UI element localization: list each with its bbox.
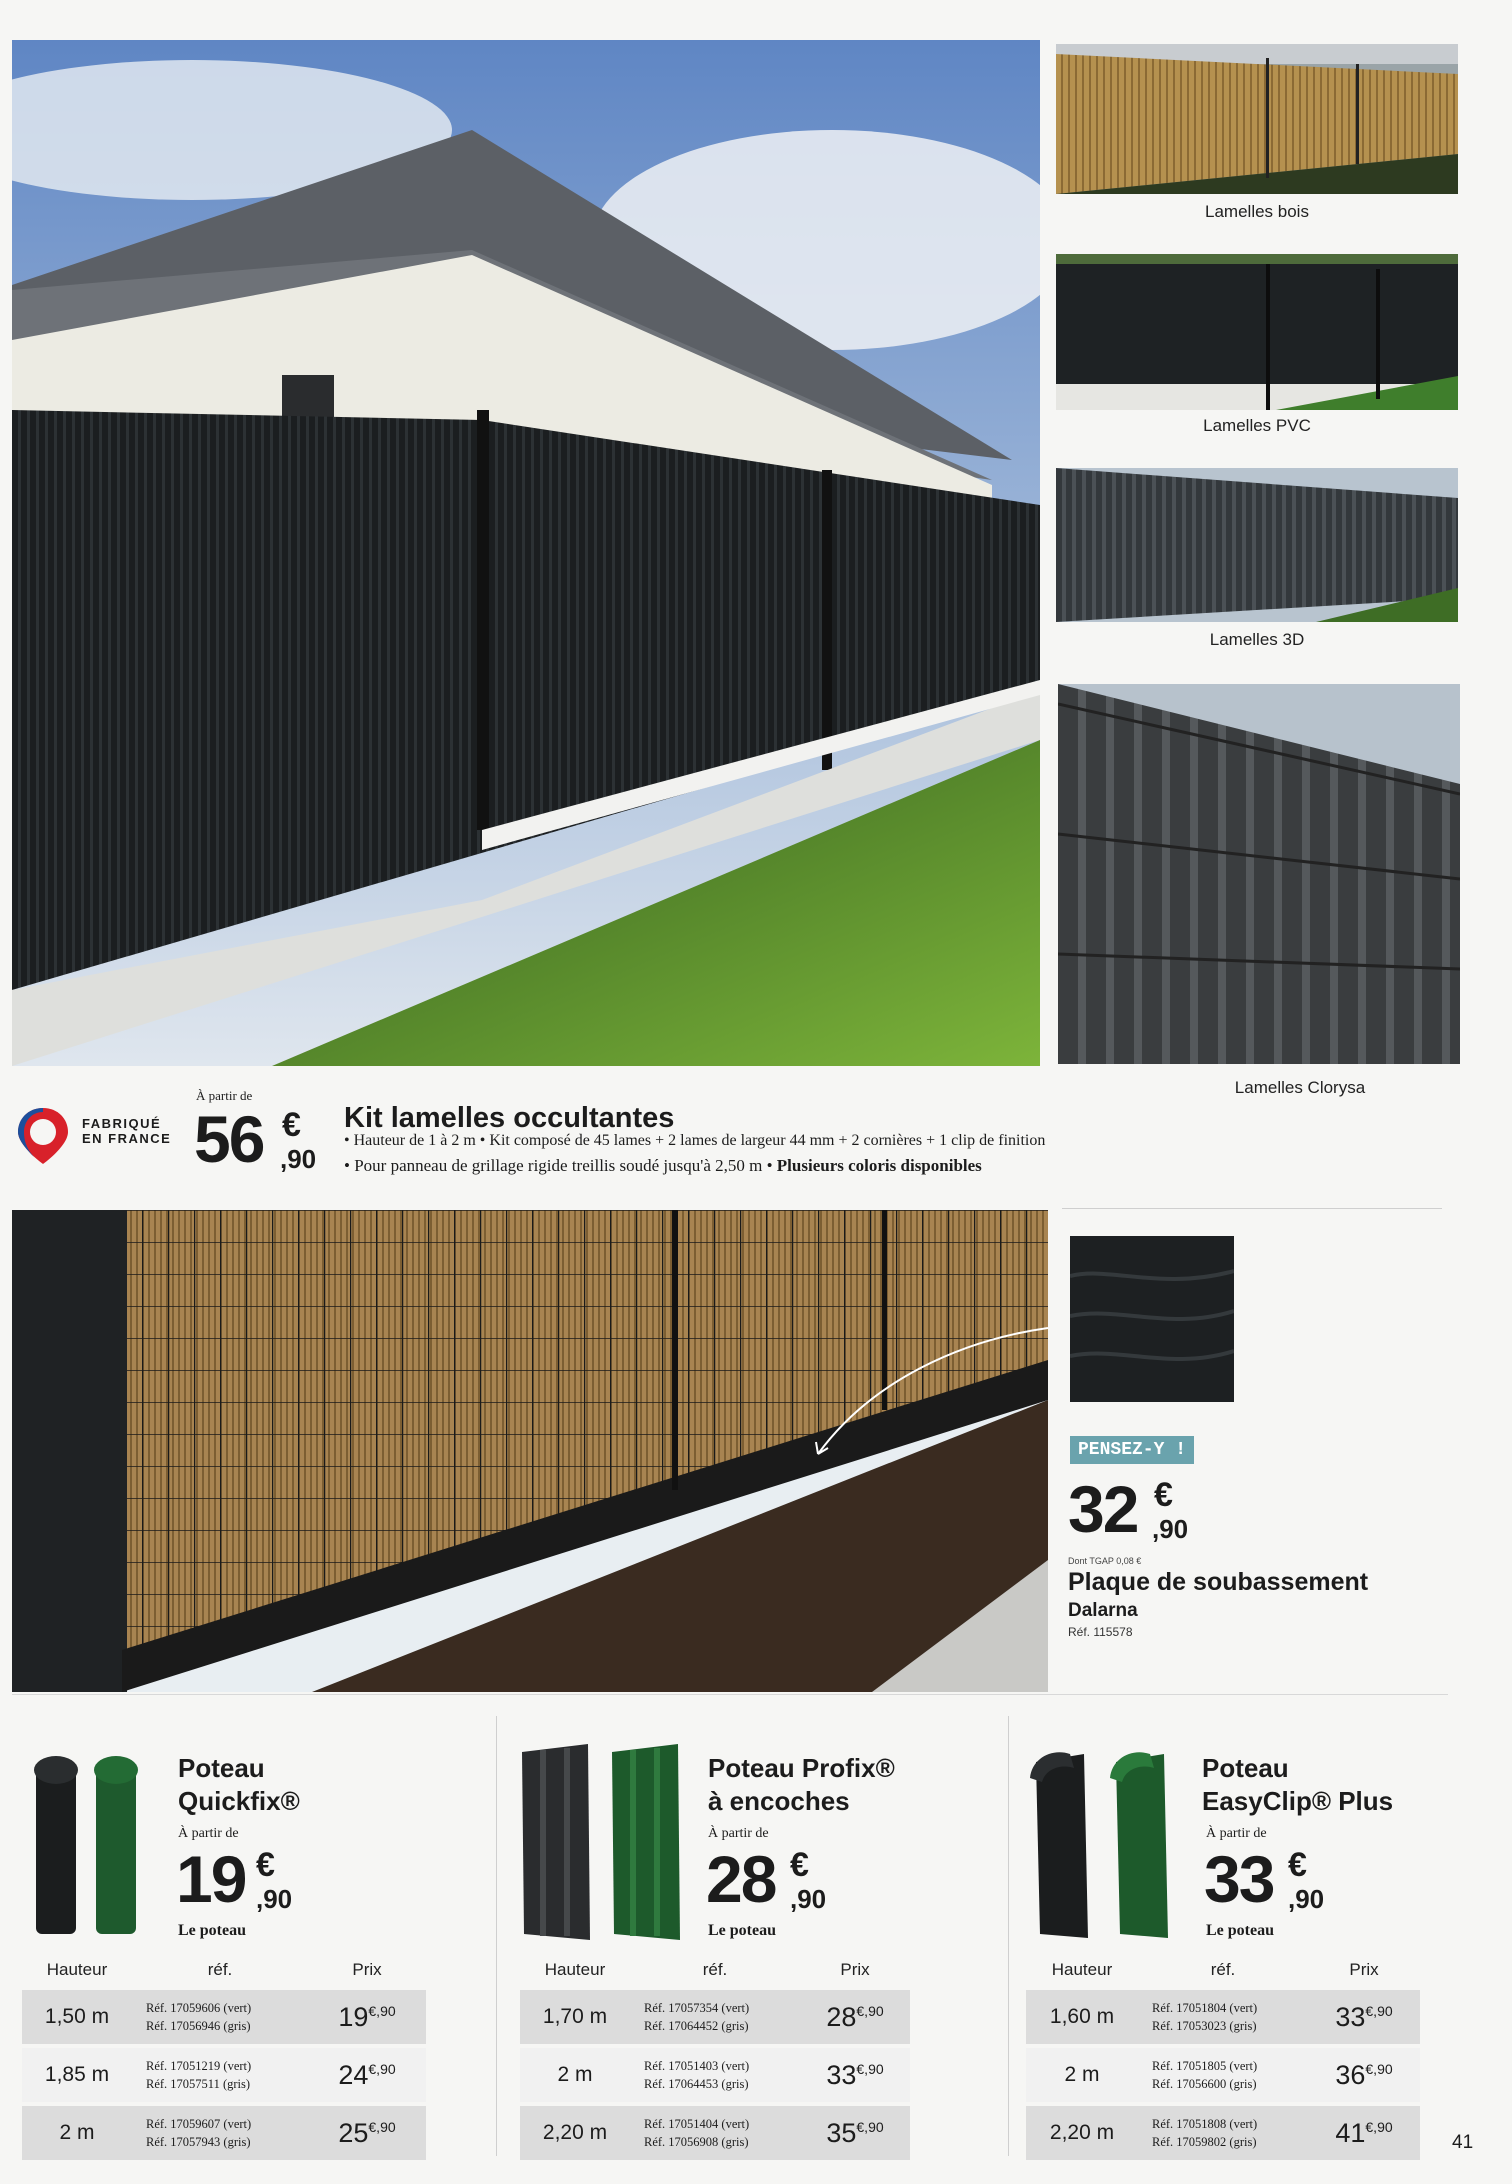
kit-desc-line1: • Hauteur de 1 à 2 m • Kit composé de 45 lames + 2 lames de largeur 44 mm + 2 cornières + 1 clip de finition	[344, 1132, 1046, 1149]
kit-desc-line2	[344, 1156, 982, 1176]
thumb-lamelles-3d	[1056, 468, 1458, 622]
post-quickfix-from: À partir de	[178, 1826, 239, 1841]
prix-int: 25	[338, 2117, 369, 2148]
page-number: 41	[1452, 2132, 1474, 2153]
plaque-price	[1068, 1472, 1208, 1546]
table-row	[22, 1990, 426, 2044]
price-currency: €	[256, 1846, 275, 1884]
plaque-tgap: Dont TGAP 0,08 €	[1068, 1556, 1142, 1566]
ref-gris: Réf. 17064452 (gris)	[644, 2019, 749, 2033]
prix-int: 35	[826, 2117, 857, 2148]
kit-title: Kit lamelles occultantes	[344, 1102, 675, 1134]
table-row	[22, 2048, 426, 2102]
post-profix-from: À partir de	[708, 1826, 769, 1841]
plaque-ref: Réf. 115578	[1068, 1625, 1133, 1639]
thumb-lamelles-bois	[1056, 44, 1458, 194]
row-ref	[630, 2048, 800, 2102]
row-ref	[1138, 1990, 1308, 2044]
col-ref: réf.	[207, 1960, 233, 1979]
prix-dec: €,90	[856, 2002, 884, 2019]
price-currency: €	[790, 1846, 809, 1884]
caption-lamelles-bois: Lamelles bois	[1205, 202, 1309, 221]
prix-int: 24	[338, 2059, 369, 2090]
column-divider	[1008, 1716, 1009, 2156]
ref-gris: Réf. 17053023 (gris)	[1152, 2019, 1257, 2033]
row-ref	[132, 2106, 308, 2160]
ref-vert: Réf. 17051219 (vert)	[146, 2059, 252, 2073]
prix-int: 28	[826, 2001, 857, 2032]
prix-int: 19	[338, 2001, 369, 2032]
post-easyclip-photo	[1022, 1748, 1182, 1938]
row-hauteur: 2,20 m	[520, 2106, 630, 2160]
plaque-title: Plaque de soubassement	[1068, 1568, 1369, 1596]
ref-gris: Réf. 17057511 (gris)	[146, 2077, 251, 2091]
row-hauteur: 1,85 m	[22, 2048, 132, 2102]
price-decimals: ,90	[790, 1884, 827, 1914]
col-hauteur: Hauteur	[1051, 1960, 1113, 1979]
post-quickfix-table	[22, 1952, 426, 2164]
row-prix	[308, 2048, 426, 2102]
table-row	[520, 2048, 910, 2102]
post-title-line1: Poteau Profix®	[708, 1753, 895, 1783]
prix-dec: €,90	[1365, 2118, 1393, 2135]
row-prix	[308, 1990, 426, 2044]
post-easyclip-table	[1026, 1952, 1420, 2164]
prix-int: 33	[826, 2059, 857, 2090]
post-quickfix-photo	[30, 1754, 150, 1934]
thumb-lamelles-pvc	[1056, 254, 1458, 410]
row-prix	[800, 2106, 910, 2160]
col-hauteur: Hauteur	[46, 1960, 108, 1979]
fabrique-en-france-text	[82, 1116, 171, 1146]
row-prix	[1308, 2048, 1420, 2102]
ref-gris: Réf. 17056946 (gris)	[146, 2019, 251, 2033]
ref-vert: Réf. 17057354 (vert)	[644, 2001, 750, 2015]
pensez-y-tag: PENSEZ-Y !	[1070, 1436, 1194, 1464]
col-prix: Prix	[352, 1960, 382, 1979]
kit-price-decimals: ,90	[280, 1144, 317, 1174]
col-ref: réf.	[1210, 1960, 1236, 1979]
row-ref	[1138, 2048, 1308, 2102]
table-row	[1026, 2048, 1420, 2102]
hero-photo-house-fence	[12, 40, 1040, 1066]
badge-line1: FABRIQUÉ	[82, 1116, 162, 1131]
row-ref	[132, 1990, 308, 2044]
row-hauteur: 1,70 m	[520, 1990, 630, 2044]
col-hauteur: Hauteur	[544, 1960, 606, 1979]
plaque-subtitle: Dalarna	[1068, 1600, 1138, 1621]
prix-int: 41	[1335, 2117, 1366, 2148]
row-prix	[800, 2048, 910, 2102]
table-row	[520, 2106, 910, 2160]
row-hauteur: 2 m	[22, 2106, 132, 2160]
table-row	[520, 1990, 910, 2044]
ref-vert: Réf. 17051805 (vert)	[1152, 2059, 1258, 2073]
table-row	[1026, 2106, 1420, 2160]
column-divider	[496, 1716, 497, 2156]
kit-desc-line2b: Plusieurs coloris disponibles	[776, 1156, 982, 1175]
post-profix-unit: Le poteau	[708, 1922, 776, 1939]
kit-price-int: 56	[194, 1102, 264, 1176]
fabrique-en-france-logo	[12, 1104, 74, 1166]
post-easyclip-title	[1202, 1752, 1393, 1818]
prix-dec: €,90	[368, 2118, 396, 2135]
row-ref	[1138, 2106, 1308, 2160]
price-int: 19	[176, 1842, 246, 1916]
ref-vert: Réf. 17059606 (vert)	[146, 2001, 252, 2015]
post-easyclip-unit: Le poteau	[1206, 1922, 1274, 1939]
row-prix	[1308, 2106, 1420, 2160]
caption-lamelles-pvc: Lamelles PVC	[1203, 416, 1311, 435]
caption-lamelles-3d: Lamelles 3D	[1209, 630, 1305, 649]
post-profix-title	[708, 1752, 895, 1818]
ref-gris: Réf. 17056908 (gris)	[644, 2135, 749, 2149]
kit-desc-line2a: • Pour panneau de grillage rigide treillis soudé jusqu'à 2,50 m •	[344, 1156, 773, 1175]
caption-lamelles-clorysa: Lamelles Clorysa	[1234, 1078, 1366, 1097]
row-hauteur: 1,60 m	[1026, 1990, 1138, 2044]
kit-from-label: À partir de	[196, 1088, 253, 1103]
prix-dec: €,90	[1365, 2002, 1393, 2019]
row-ref	[630, 1990, 800, 2044]
row-hauteur: 2,20 m	[1026, 2106, 1138, 2160]
post-title-line1: Poteau	[1202, 1753, 1289, 1783]
post-profix-photo	[518, 1744, 688, 1940]
post-quickfix-price	[176, 1842, 306, 1916]
post-profix-price	[706, 1842, 836, 1916]
post-title-line2: EasyClip® Plus	[1202, 1786, 1394, 1816]
row-ref	[132, 2048, 308, 2102]
divider	[12, 1694, 1448, 1695]
prix-dec: €,90	[856, 2060, 884, 2077]
row-ref	[630, 2106, 800, 2160]
post-title-line2: Quickfix®	[178, 1786, 300, 1816]
row-hauteur: 1,50 m	[22, 1990, 132, 2044]
prix-dec: €,90	[856, 2118, 884, 2135]
row-prix	[1308, 1990, 1420, 2044]
ref-gris: Réf. 17057943 (gris)	[146, 2135, 251, 2149]
col-ref: réf.	[702, 1960, 728, 1979]
ref-vert: Réf. 17051804 (vert)	[1152, 2001, 1258, 2015]
price-decimals: ,90	[256, 1884, 293, 1914]
ref-vert: Réf. 17051808 (vert)	[1152, 2117, 1258, 2131]
post-easyclip-price	[1204, 1842, 1334, 1916]
ref-vert: Réf. 17059607 (vert)	[146, 2117, 252, 2131]
post-title-line2: à encoches	[708, 1786, 850, 1816]
badge-line2: EN FRANCE	[82, 1131, 172, 1146]
ref-gris: Réf. 17059802 (gris)	[1152, 2135, 1257, 2149]
row-prix	[800, 1990, 910, 2044]
price-currency: €	[1288, 1846, 1307, 1884]
ref-vert: Réf. 17051404 (vert)	[644, 2117, 750, 2131]
kit-price-currency: €	[282, 1106, 301, 1144]
row-prix	[308, 2106, 426, 2160]
thumb-lamelles-clorysa	[1058, 684, 1460, 1064]
table-row	[1026, 1990, 1420, 2044]
plaque-price-decimals: ,90	[1152, 1514, 1189, 1544]
ref-gris: Réf. 17064453 (gris)	[644, 2077, 749, 2091]
post-title-line1: Poteau	[178, 1753, 265, 1783]
wood-lamelles-fence-photo	[12, 1210, 1048, 1692]
row-hauteur: 2 m	[520, 2048, 630, 2102]
divider	[1062, 1208, 1442, 1209]
col-prix: Prix	[840, 1960, 870, 1979]
plaque-soubassement-photo	[1070, 1236, 1234, 1402]
price-int: 33	[1204, 1842, 1274, 1916]
post-quickfix-unit: Le poteau	[178, 1922, 246, 1939]
plaque-price-int: 32	[1068, 1472, 1138, 1546]
post-easyclip-from: À partir de	[1206, 1826, 1267, 1841]
ref-vert: Réf. 17051403 (vert)	[644, 2059, 750, 2073]
row-hauteur: 2 m	[1026, 2048, 1138, 2102]
plaque-price-currency: €	[1154, 1476, 1173, 1514]
price-decimals: ,90	[1288, 1884, 1325, 1914]
col-prix: Prix	[1349, 1960, 1379, 1979]
post-profix-table	[520, 1952, 910, 2164]
price-int: 28	[706, 1842, 776, 1916]
ref-gris: Réf. 17056600 (gris)	[1152, 2077, 1257, 2091]
prix-dec: €,90	[1365, 2060, 1393, 2077]
kit-price	[194, 1102, 324, 1176]
prix-dec: €,90	[368, 2002, 396, 2019]
prix-dec: €,90	[368, 2060, 396, 2077]
prix-int: 33	[1335, 2001, 1366, 2032]
prix-int: 36	[1335, 2059, 1366, 2090]
post-quickfix-title	[178, 1752, 300, 1818]
table-row	[22, 2106, 426, 2160]
